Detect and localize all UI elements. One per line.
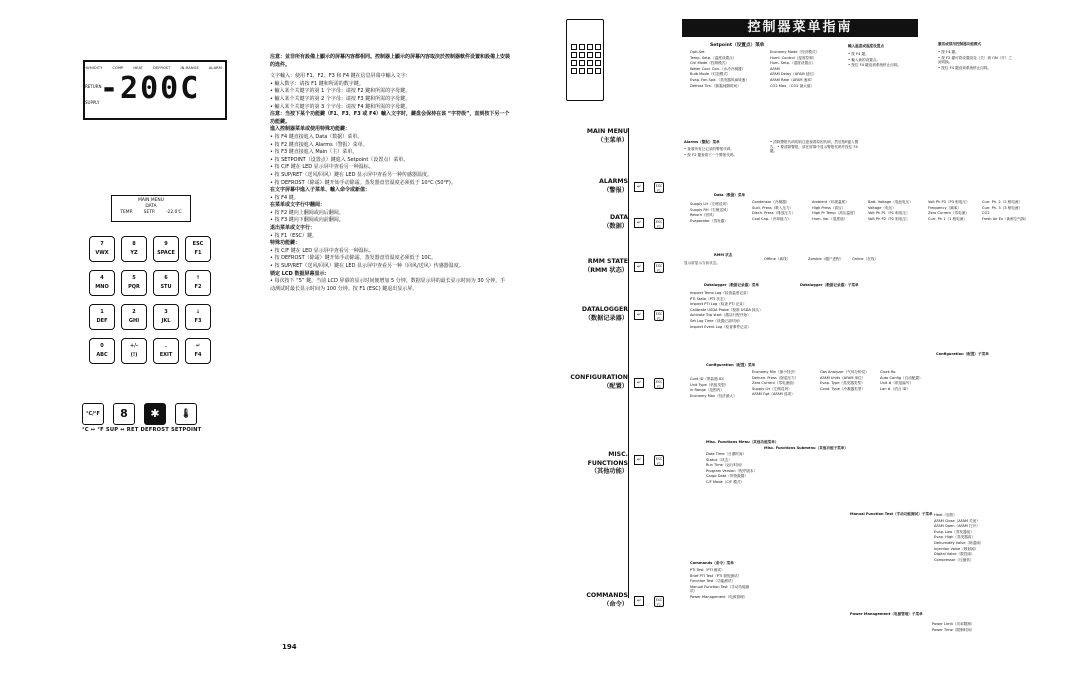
led-label: COMP (112, 66, 124, 70)
list-item: Fresh Air Ex（新鲜空气换） (982, 216, 1029, 221)
datalogger-items (690, 291, 770, 330)
list-item: AFAM Delay（AFAM 延迟） (770, 72, 817, 77)
list-item: Clock Ro (880, 370, 896, 374)
list-item: Hum. Setp.（湿度设置点） (770, 61, 816, 66)
list-item: • 按住 F4 鍵直到系统停止闪烁。 (938, 65, 992, 70)
menu-zh: （命令） (603, 600, 628, 608)
menu-en: DATALOGGER (581, 306, 628, 313)
scroll-item: • 按 F3 鍵向下翻阅或向前翻阅。 (270, 217, 344, 224)
power-items (932, 622, 1012, 633)
special-item: • 按 DEFROST（除霜）鍵开始手动除霜。蒸发器盘管温度必须低于 10C。 (270, 255, 437, 262)
enter-item: • 按 C/F 鍵在 LED 显示屏中查看另一种温标。 (270, 164, 374, 171)
enter-head: 進入控制器菜单或使用特殊功能鍵： (270, 126, 351, 133)
lcd-value: -22.0'C (165, 210, 182, 215)
special-item: • 按 SUP/RET（送风/回风）鍵在 LED 显示屏中查看另一种（回风/送风）传感器温度。 (270, 263, 464, 270)
alarms-note: • 清除警报代码的前注意查看原因代码，然后按E键入警告。• 要清除警报，请在屏幕中显示警报代码并按住 F4 鍵。 (770, 140, 859, 154)
key-main: ↑ (195, 275, 201, 281)
list-item: Batt. Voltage（电池电压） (868, 200, 913, 204)
setpoint-col3-head: 輸入温度或湿度设置点 (848, 44, 884, 48)
list-item: Volt Ph P1（P1 相电压） (868, 211, 910, 216)
scroll-item: • 按 F2 鍵向上翻阅或向后翻阅。 (270, 209, 344, 216)
list-item: CO2 Max.（CO2 最大值） (770, 83, 815, 88)
list-item: Voltage（电压） (868, 205, 896, 210)
list-item: Status（状态） (706, 457, 732, 462)
list-item: In Range（范围内） (690, 388, 724, 393)
exit-head: 退出菜单或文字行： (270, 225, 316, 232)
alarms-items (684, 147, 764, 158)
enter-item: • 按 DEFROST（除霜）鍵开始手动除霜。蒸发器盘管温度必须低于 10°C (50°F)。 (270, 179, 456, 186)
lcd-setp: SETP. (143, 210, 156, 215)
list-item: AFAM (770, 66, 780, 71)
list-item: Injection Valve（喷射阀） (934, 546, 979, 551)
list-item: Curr. Ph. 3（3 相电流） (982, 205, 1023, 210)
rmm-offline: Offline（离线） (764, 257, 791, 261)
enter-item: • 按 F4 鍵直接進入 Data（数据）菜单。 (270, 133, 363, 140)
list-item: Volt Ph P3（P3 相电压） (928, 200, 970, 204)
setpoint-head: Setpoint（设置点）菜单 (710, 43, 765, 48)
list-item: Curr. Ph 1（1 相电流） (928, 216, 967, 221)
key-sub: MNO (95, 284, 109, 290)
power-head: Power Management（电源管理）子菜单 (850, 612, 923, 616)
led-label: IN-RANGE (180, 66, 199, 70)
function-keys-label: °C ↔ °F SUP ↔ RET DEFROST SETPOINT (82, 427, 202, 433)
led-label: HUMIDITY (84, 66, 103, 70)
data-col3 (812, 200, 870, 222)
key-sub: F2 (194, 284, 202, 290)
keypad-key[interactable] (89, 270, 115, 296)
key-main: 8 (132, 241, 136, 247)
list-item: Volt Ph P2（P2 相电压） (868, 216, 910, 221)
list-item: Zero Current（零电流） (928, 211, 969, 216)
datalogger-head: Datalogger（数据记录器）菜单 (704, 283, 759, 287)
enter-key-icon: ↵ (634, 310, 644, 320)
list-item: • 按 F2 鍵查看下一个警报代码。 (684, 152, 738, 157)
list-item: Economy Max（经济最大） (690, 393, 737, 398)
data-col6 (982, 200, 1034, 222)
list-item: Frequency（频率） (928, 205, 961, 210)
list-item: Economy Mode（经济模式） (770, 50, 820, 54)
menu-zh: （RMM 状态） (584, 266, 628, 274)
list-item: Evaporator（蒸发器） (690, 218, 728, 223)
list-item: CO2 (982, 211, 990, 216)
list-item: Suct. Press（吸入压力） (752, 205, 794, 210)
keypad-key[interactable] (185, 304, 211, 330)
menu-en: MISC. FUNCTIONS (587, 451, 628, 467)
menu-en: COMMANDS (586, 592, 628, 599)
list-item: • 按 F4 鍵。 (848, 52, 869, 56)
data-col4 (868, 200, 926, 222)
list-item: AFAM Rate（AFAM 速率） (770, 77, 815, 82)
list-item: AFAM Open（AFAM 打开） (934, 524, 980, 529)
esc-key-icon: ESC F1 (655, 220, 663, 229)
key-main: 5 (132, 275, 136, 281)
list-item: Gas Analyzer（气体分析仪） (820, 370, 869, 374)
menu-label (566, 128, 628, 145)
key-main: 6 (164, 275, 168, 281)
list-item: • 查看所有已记录的警报代码。 (684, 147, 734, 151)
configuration-head: Configuration（配置）菜单 (706, 363, 756, 367)
key-sub: GHI (128, 318, 140, 324)
list-item: Lan #（语言 ID） (880, 386, 910, 391)
text-input-item: • 輸入某个关键字的第 2 个字母：请按 F3 鍵和所需的字母鍵。 (270, 95, 411, 102)
menu-label (566, 178, 628, 195)
led-label: HEAT (133, 66, 144, 70)
list-item: Unit #（机组编号） (880, 381, 914, 386)
enter-key-icon: ↵ (634, 218, 644, 228)
esc-key-icon: ESC F1 (655, 264, 663, 273)
list-item: Bulb Mode（灯泡模式） (690, 72, 731, 77)
key-main: +/- (129, 343, 139, 349)
key-main: ↵ (195, 343, 201, 349)
setpoint-col3 (848, 52, 918, 69)
keypad-key[interactable] (185, 270, 211, 296)
enter-key-icon: ↵ (634, 262, 644, 272)
esc-key-icon: ESC F1 (655, 380, 663, 389)
esc-key-icon: ESC F1 (655, 184, 663, 193)
key-sub: F4 (194, 352, 202, 358)
list-item: Heat（加热） (934, 513, 957, 517)
text-input-head: 文字輸入：使用 F1、F2、F3 和 F4 鍵在信息屏幕中輸入文字: (270, 73, 408, 80)
rmm-online: Online（在线） (852, 257, 878, 261)
menu-en: DATA (610, 214, 628, 221)
menu-label (566, 306, 628, 323)
list-item: Evap. Low（蒸发器低） (934, 529, 974, 534)
list-item: Supply LH（左侧送风） (690, 202, 730, 206)
key-main: . (165, 343, 167, 349)
list-item: Run Time（运行时间） (706, 463, 745, 468)
keypad-key[interactable] (153, 304, 179, 330)
list-item: Supply RH（右侧送风） (690, 207, 731, 212)
key-sub: STU (160, 284, 172, 290)
text-input-item: • 輸入某个关键字的第 1 个字母：请按 F2 鍵和所需的字母鍵。 (270, 88, 411, 95)
keypad-key[interactable] (121, 236, 147, 262)
setpoint-items (690, 50, 762, 89)
key-sub: ABC (96, 352, 108, 358)
list-item: Power Time（限制时间） (932, 627, 975, 632)
list-item: Condensor（冷凝器） (752, 200, 790, 204)
list-item: AFAM Close（AFAM 关闭） (934, 518, 980, 523)
lcd-temp: TEMP. (120, 210, 133, 215)
key-sub: SPACE (157, 250, 175, 256)
menu-zh: （配置） (603, 382, 628, 390)
menu-en: MAIN MENU (586, 128, 628, 135)
list-item: AFAM Opt（AFAM 选项） (752, 392, 795, 397)
submenu-item: • 按 F4 鍵。 (270, 194, 299, 201)
enter-item: • 按 SETPOINT（设置点）鍵進入 Setpoint（设置点）菜单。 (270, 156, 409, 163)
keypad-key[interactable] (153, 236, 179, 262)
key-sub: JKL (161, 318, 171, 324)
keypad-key[interactable] (121, 304, 147, 330)
list-item: Ctrl Mode（控制模式） (690, 61, 729, 66)
key-main: ESC (192, 241, 204, 247)
list-item: Digital Valve（数控阀） (934, 552, 975, 557)
menu-label (566, 374, 628, 391)
special-item: • 按 C/F 鍵在 LED 显示屏中查看另一种温标。 (270, 247, 374, 254)
key-sub: DEF (96, 318, 108, 324)
key-main: 9 (164, 241, 168, 247)
list-item: C/F Mode（C/F 模式） (706, 479, 745, 484)
list-item: High Press（高压） (812, 205, 846, 210)
list-item: Calibrate USDA Probe（校准 USDA 探头） (690, 307, 763, 312)
enter-key-icon: ↵ (634, 182, 644, 192)
list-item: • 按住 F4 鍵直到系统停止闪烁。 (848, 63, 902, 68)
list-item: • 按 F4 鍵。 (938, 50, 959, 54)
instructions-column (270, 54, 510, 293)
commands-items (690, 568, 750, 601)
setpoint-col2 (770, 50, 836, 89)
list-item: Program Version（程序版本） (706, 468, 758, 473)
led-return-label: RETURN (85, 84, 102, 89)
misc-head: Misc. Functions Menu（其他功能菜单） (706, 440, 779, 444)
function-keys (82, 403, 197, 425)
configuration-col3 (820, 370, 878, 392)
menu-label (566, 451, 628, 477)
configuration-col1 (690, 377, 748, 399)
list-item: Inspect Temp Log（检查温度记录） (690, 291, 751, 295)
keypad-key[interactable] (89, 236, 115, 262)
list-item: Disch. Press（排放压力） (752, 211, 796, 216)
rmm-zombie: Zombie（僵尸进程） (808, 257, 844, 261)
commands-head: Commands（命令）菜单 (690, 561, 734, 565)
key-main: ↓ (195, 309, 201, 315)
menu-zh: （主菜单） (597, 136, 628, 144)
led-label: DEFROST (153, 66, 171, 70)
menu-en: CONFIGURATION (570, 374, 628, 381)
lcd-display (111, 195, 191, 222)
alarms-head: Alarms（警报）菜单 (684, 140, 720, 144)
list-item: Defrost Tim.（除霜间隔时间） (690, 83, 741, 88)
list-item: Power Management（电源管理） (690, 594, 748, 599)
list-item: Return（回风） (690, 213, 717, 218)
enter-key-icon: ↵ (634, 596, 644, 606)
enter-item: • 按 F2 鍵直接進入 Alarms（警报）菜单。 (270, 141, 368, 148)
keypad-key[interactable] (185, 338, 211, 364)
page-title: 控制器菜单指南 (682, 19, 918, 37)
configuration-col4 (880, 370, 930, 392)
menu-label (566, 214, 628, 231)
manual-test-head: Manual Function Test（手动功能测试）子菜单 (850, 512, 933, 516)
exit-item: • 按 F1（ESC）鍵。 (270, 232, 318, 239)
list-item: Auto Config（自动配置） (880, 375, 923, 380)
list-item: AFAM Units（AFAM 单位） (820, 375, 866, 380)
keypad-key[interactable] (121, 338, 147, 364)
configuration-sub-head: Configuration（配置）子菜单 (936, 352, 989, 356)
key-sub: PQR (128, 284, 140, 290)
submenu-head: 在文字屏幕中進入子菜单、輸入命令或新值： (270, 187, 371, 194)
key-main: 7 (100, 241, 104, 247)
list-item: Power Limit（功率限制） (932, 622, 975, 626)
lock-head: 锁定 LCD 数据屏幕显示： (270, 270, 330, 277)
menu-label (566, 592, 628, 609)
datalogger-sub-head: Datalogger（数据记录器）子菜单 (800, 283, 859, 287)
note-1: 注意：並非所有設備上顯示的屏幕內容都相同。控制器上顯示的屏幕內容取決於控制器軟件设置和設備上安裝的选件。 (270, 54, 511, 68)
menu-zh: （数据） (603, 222, 628, 230)
rmm-line: 显示屏显示当前状态。 (684, 261, 720, 265)
list-item: Evap. Type（蒸发器类型） (820, 381, 865, 386)
list-item: Hum. Val.（湿度值） (812, 216, 848, 221)
list-item: Function Test（功能测试） (690, 579, 736, 584)
key-main: 2 (132, 309, 136, 315)
sup-ret-key[interactable]: 8 (113, 403, 135, 425)
list-item: PTI Test（PTI 测试） (690, 568, 725, 572)
led-indicator-labels (84, 66, 222, 70)
keypad-key[interactable] (121, 270, 147, 296)
list-item: Inspect Event Log（检查事件记录） (690, 324, 751, 329)
key-sub: F1 (194, 250, 202, 256)
led-label: ALARM (208, 66, 222, 70)
list-item: • 輸入新的设置点。 (848, 57, 881, 62)
list-item: High Pr Temp（高压温度） (812, 211, 858, 216)
enter-key-icon: ↵ (634, 378, 644, 388)
key-sub: (!) (130, 352, 138, 358)
esc-key-icon: ESC F1 (655, 457, 663, 466)
defrost-key[interactable]: ✱ (144, 403, 166, 425)
key-main: 0 (100, 343, 104, 349)
list-item: Supply LH（左侧送风） (752, 386, 792, 391)
menu-zh: （警报） (603, 186, 628, 194)
list-item: PTI State（PTI 状态） (690, 296, 728, 301)
list-item: Evap. High（蒸发器高） (934, 535, 975, 540)
keypad-key[interactable] (89, 338, 115, 364)
data-col5 (928, 200, 980, 222)
rmm-head: RMM 状态 (714, 253, 733, 257)
key-sub: VWX (95, 250, 109, 256)
list-item: Dehum. Press（除湿压力） (752, 375, 799, 380)
list-item: Temp. Setp.（温度设置点） (690, 55, 737, 60)
list-item: Opti-Set (690, 50, 705, 54)
menu-zh: （数据记录器） (584, 314, 628, 322)
list-item: Ambient（环境温度） (812, 200, 849, 204)
list-item: Cont ID（集装箱 ID） (690, 377, 727, 381)
menu-zh: （其他功能） (590, 468, 628, 475)
list-item: • 按 F2 鍵可将设置改变（关）到 ON（开）之间切换。 (938, 55, 1013, 65)
special-head: 特殊功能鍵： (270, 240, 301, 247)
list-item: Cool Cap.（冷却能力） (752, 216, 791, 221)
menu-en: ALARMS (599, 178, 628, 185)
key-main: 1 (100, 309, 104, 315)
enter-key-icon: ↵ (634, 455, 644, 465)
page-number: 194 (282, 643, 297, 651)
setpoint-col4-head: 激活或禁用控制器功能模式 (938, 42, 982, 46)
key-main: 3 (164, 309, 168, 315)
key-sub: EXIT (159, 352, 173, 358)
data-head: Data（数据）菜单 (714, 193, 746, 197)
list-item: Curr. Ph. 2（2 相电流） (982, 200, 1023, 204)
list-item: Humi. Control（湿度控制） (770, 55, 817, 60)
list-item: Dehumidify Valve（除湿阀） (934, 540, 984, 545)
setpoint-col4 (938, 50, 1014, 71)
list-item: Set Log Time（设置记录时间） (690, 318, 743, 323)
cf-key[interactable]: °C/°F (82, 403, 104, 425)
list-item: Cargo Data（货物数据） (706, 474, 748, 479)
list-item: Brief PTI Test（PTI 简短测试） (690, 573, 742, 578)
list-item: Water Cool. Con.（水冷冷凝器） (690, 66, 746, 71)
keypad (89, 236, 211, 364)
scroll-head: 在菜单或文字行中翻阅： (270, 202, 326, 209)
menu-label (566, 258, 628, 275)
enter-item: • 按 F3 鍵直接進入 Main（主）菜单。 (270, 149, 358, 156)
data-col1 (690, 202, 750, 224)
list-item: Activate Trip start（激活行程开始） (690, 313, 751, 318)
text-input-item: • 輸入数字：请按 F1 鍵和所需的数字鍵。 (270, 80, 364, 87)
list-item: Inspect PTI Log（检查 PTI 记录） (690, 302, 747, 307)
data-col2 (752, 200, 810, 222)
setpoint-key[interactable]: 🌡 (175, 403, 197, 425)
manual-test-items (934, 513, 992, 563)
enter-item: • 按 SUP/RET（送风/回风）鍵在 LED 显示屏中查看另一种传感器温度。 (270, 171, 433, 178)
list-item: Compressor（压缩机） (934, 557, 974, 562)
list-item: Economy Min（最小经济） (752, 370, 798, 374)
esc-key-icon: ESC F1 (655, 312, 663, 321)
menu-spine-line (628, 128, 629, 598)
led-supply-label: SUPPLY (85, 100, 100, 105)
list-item: Zero Current（零电流值） (752, 381, 797, 386)
note-2: 注意：当按下某个功能鍵（F1、F3、F3 或 F4）輸入文字时，鍵盘会保持在该 “字符级”，直到按下另一个功能鍵。 (270, 111, 510, 125)
lock-item: • 每次按下 “5” 鍵，当前 LCD 屏幕的显示时间便增加 5 分钟。数据显示屏的最长显示时间为 30 分钟，手动测试时最长显示时间为 100 分钟。按 F1 (ESC) 鍵退出显示屏。 (270, 278, 506, 292)
keypad-key[interactable] (185, 236, 211, 262)
menu-en: RMM STATE (587, 258, 628, 265)
text-input-item: • 輸入某个关键字的第 3 个字母：请按 F4 鍵和所需的字母鍵。 (270, 103, 411, 110)
list-item: Evap. Fan Spd.（蒸发器风扇转速） (690, 77, 749, 82)
key-sub: F3 (194, 318, 202, 324)
led-digits: -200C (100, 71, 201, 106)
esc-key-icon: ESC F1 (655, 598, 663, 607)
list-item: Date Time（日期时间） (706, 452, 747, 456)
list-item: Manual Function Test（手动功能测试） (690, 584, 750, 594)
list-item: Cond. Type（冷凝器类型） (820, 386, 865, 391)
keypad-key[interactable] (89, 304, 115, 330)
key-sub: YZ (130, 250, 138, 256)
keypad-key[interactable] (153, 270, 179, 296)
keypad-key[interactable] (153, 338, 179, 364)
list-item: Unit Type（机组类型） (690, 382, 729, 387)
misc-sub-head: Misc. Functions Submenu（其他功能子菜单） (764, 446, 848, 450)
key-main: 4 (100, 275, 104, 281)
misc-items (706, 452, 762, 486)
lcd-line2: DATA (145, 204, 157, 209)
mini-keypad-icon (571, 44, 601, 74)
lcd-line1: MAIN MENU (138, 198, 164, 203)
configuration-col2 (752, 370, 810, 398)
